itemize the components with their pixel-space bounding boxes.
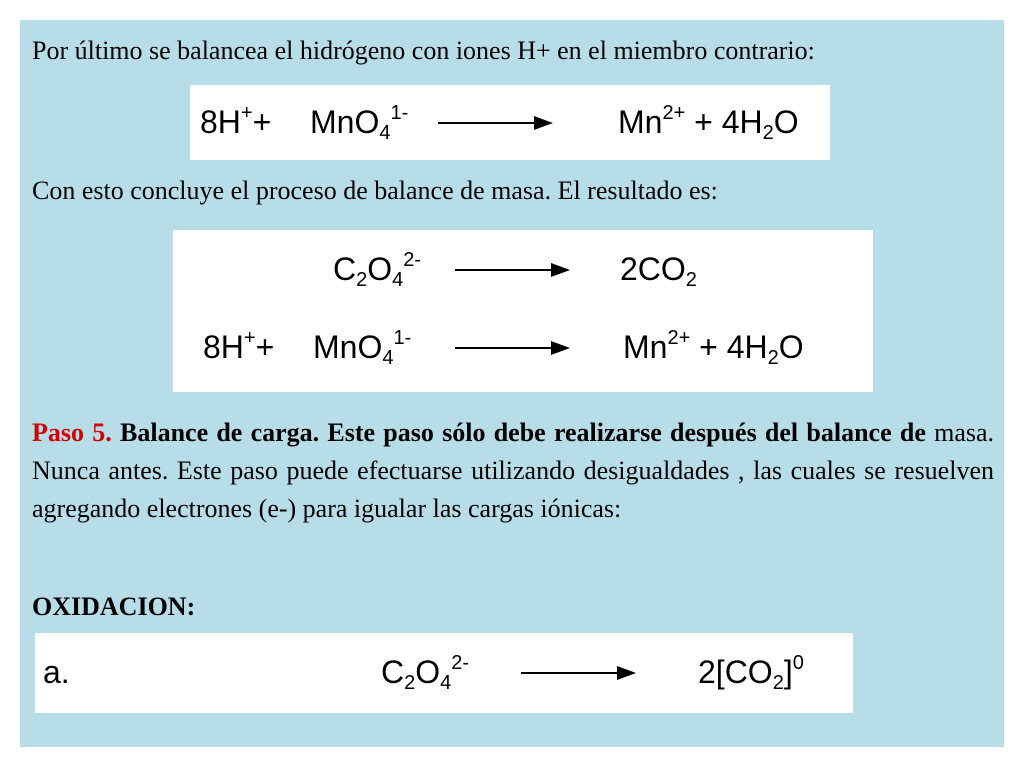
- paso5-paragraph: [32, 414, 994, 528]
- eq-sup: 2-: [403, 249, 422, 271]
- eq-h2o-sub: 2: [767, 347, 779, 369]
- eq-o-sub: 4: [440, 672, 452, 694]
- slide: [20, 20, 1004, 747]
- eq-right-a: 2[CO: [698, 654, 773, 690]
- equation-box-oxidation: [35, 633, 853, 713]
- reaction-arrow-icon: [438, 113, 553, 133]
- eq-right-mn-sup: 2+: [667, 327, 691, 349]
- paso5-label: Paso 5.: [32, 418, 112, 447]
- eq-right-rest: + 4H: [699, 329, 768, 365]
- eq-c: C: [381, 654, 405, 690]
- eq-o: O: [367, 251, 393, 287]
- eq-mno: MnO: [310, 104, 380, 140]
- eq-left-coef: 8H: [200, 104, 241, 140]
- reaction-arrow-icon: [455, 338, 570, 358]
- eq-right-rest: + 4H: [694, 104, 763, 140]
- eq-right-b: ]: [783, 654, 793, 690]
- eq-left-coef: 8H: [203, 329, 244, 365]
- eq-right-mn: Mn: [618, 104, 663, 140]
- conclusion-text: Con esto concluye el proceso de balance de masa. El resultado es:: [32, 176, 718, 205]
- eq-c: C: [333, 251, 357, 287]
- eq-right-mn: Mn: [623, 329, 668, 365]
- eq-right-sub: 2: [685, 269, 697, 291]
- eq-o: O: [415, 654, 441, 690]
- intro-text: Por último se balancea el hidrógeno con iones H+ en el miembro contrario:: [32, 36, 815, 65]
- eq-sup: 2-: [451, 652, 470, 674]
- reaction-arrow-icon: [455, 260, 570, 280]
- oxidacion-heading: OXIDACION:: [32, 592, 196, 621]
- eq-plus: +: [255, 329, 275, 365]
- eq-h2o-o: O: [773, 104, 799, 140]
- eq-mno-sub: 4: [379, 122, 391, 144]
- eq-right-mn-sup: 2+: [662, 102, 686, 124]
- eq-left-coef-sup: +: [240, 102, 253, 124]
- equation-box-hydrogen: [190, 85, 830, 160]
- reaction-arrow-icon: [521, 663, 636, 683]
- eq-mno-sup: 1-: [393, 327, 412, 349]
- eq-c-sub: 2: [356, 269, 368, 291]
- eq-mno: MnO: [313, 329, 383, 365]
- eq-o-sub: 4: [392, 269, 404, 291]
- eq-left-coef-sup: +: [243, 327, 256, 349]
- eq-mno-sup: 1-: [390, 102, 409, 124]
- eq-c-sub: 2: [404, 672, 416, 694]
- eq-mno-sub: 4: [382, 347, 394, 369]
- eq-plus: +: [252, 104, 272, 140]
- equation-box-result: [173, 230, 873, 392]
- eq-right-sup: 0: [792, 652, 804, 674]
- eq-right: 2CO: [620, 251, 686, 287]
- eq-right-sub: 2: [772, 672, 784, 694]
- eq-h2o-o: O: [778, 329, 804, 365]
- eq-label: a.: [43, 654, 70, 690]
- paso5-rest-text: masa. Nunca antes. Este paso puede efectuarse utilizando desigualdades , las cuales se resuelven agregando electrones (e-) para igualar las cargas iónicas:: [32, 418, 995, 523]
- eq-h2o-sub: 2: [762, 122, 774, 144]
- paso5-bold-text: Balance de carga. Este paso sólo debe realizarse después del balance de: [120, 418, 926, 447]
